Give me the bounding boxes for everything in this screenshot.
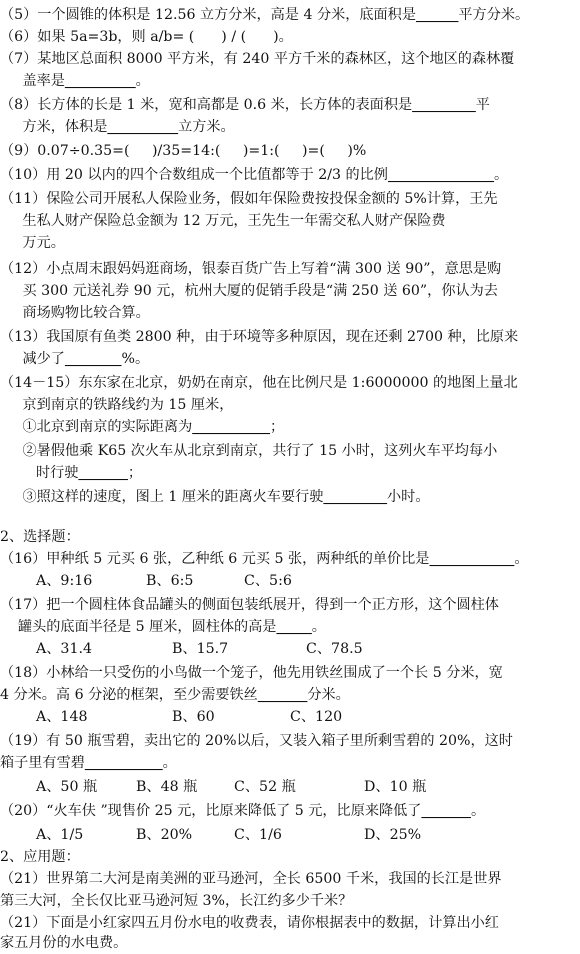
question-14-15-line-2: 京到南京的铁路线约为 15 厘米， bbox=[0, 397, 234, 413]
question-7-line-2: 盖率是__________。 bbox=[0, 73, 150, 89]
answer-blank[interactable]: _______ bbox=[421, 803, 471, 819]
option-d[interactable]: D、10 瓶 bbox=[364, 779, 427, 795]
section-title-choice: 2、选择题： bbox=[0, 529, 80, 545]
option-b[interactable]: B、48 瓶 bbox=[136, 779, 198, 795]
option-d[interactable]: D、25% bbox=[364, 827, 422, 843]
question-19-line-1: （19）有 50 瓶雪碧，卖出它的 20%以后，又装入箱子里所剩雪碧的 20%，这时 bbox=[0, 733, 513, 749]
question-13-line-1: （13）我国原有鱼类 2800 种，由于环境等多种原因，现在还剩 2700 种，比原来 bbox=[0, 329, 519, 345]
question-16: （16）甲种纸 5 元买 6 张，乙种纸 6 元买 5 张，两种纸的单价比是____________。 bbox=[0, 551, 529, 567]
question-10: （10）用 20 以内的四个合数组成一个比值都等于 2/3 的比例_______________。 bbox=[0, 167, 509, 183]
option-b[interactable]: B、15.7 bbox=[172, 641, 229, 657]
answer-blank[interactable]: _______ bbox=[78, 465, 128, 481]
question-12-line-1: （12）小点周末跟妈妈逛商场，银泰百货广告上写着“满 300 送 90”，意思是购 bbox=[0, 261, 502, 277]
option-a[interactable]: A、9:16 bbox=[36, 573, 93, 589]
question-14-15-part-2-line-2: 时行驶_______； bbox=[0, 465, 143, 481]
option-c[interactable]: C、120 bbox=[290, 709, 343, 725]
answer-blank[interactable]: _____ bbox=[276, 619, 312, 635]
question-5: （5）一个圆锥的体积是 12.56 立方分米，高是 4 分米，底面积是______平方分米。 bbox=[0, 7, 530, 23]
question-6: （6）如果 5a=3b，则 a/b= ( ) / ( )。 bbox=[0, 29, 293, 45]
question-7-line-1: （7）某地区总面积 8000 平方米，有 240 平方千米的森林区，这个地区的森林覆 bbox=[0, 51, 515, 67]
option-c[interactable]: C、52 瓶 bbox=[234, 779, 296, 795]
option-b[interactable]: B、6:5 bbox=[146, 573, 194, 589]
option-c[interactable]: C、5:6 bbox=[244, 573, 292, 589]
question-11-line-3: 万元。 bbox=[0, 235, 65, 251]
question-9: （9）0.07÷0.35=( )/35=14:( )=1:( )=( )% bbox=[0, 143, 367, 159]
option-a[interactable]: A、50 瓶 bbox=[36, 779, 98, 795]
answer-blank[interactable]: _______________ bbox=[387, 167, 495, 183]
question-22-line-2: 家五月份的水电费。 bbox=[0, 935, 128, 951]
question-18-line-1: （18）小林给一只受伤的小鸟做一个笼子，他先用铁丝围成了一个长 5 分米，宽 bbox=[0, 665, 503, 681]
question-12-line-3: 商场购物比较合算。 bbox=[0, 305, 150, 321]
answer-blank[interactable]: ___________ bbox=[84, 755, 163, 771]
question-11-line-1: （11）保险公司开展私人保险业务，假如年保险费按投保金额的 5%计算，王先 bbox=[0, 191, 498, 207]
question-20: （20）“火车伕 ”现售价 25 元，比原来降低了 5 元，比原来降低了_______。 bbox=[0, 803, 486, 819]
question-14-15-part-3: ③照这样的速度，图上 1 厘米的距离火车要行驶_________小时。 bbox=[0, 489, 430, 505]
question-14-15-line-1: （14－15）东东家在北京，奶奶在南京，他在比例尺是 1:6000000 的地图上量北 bbox=[0, 375, 518, 391]
option-c[interactable]: C、1/6 bbox=[234, 827, 282, 843]
question-17-line-2: 罐头的底面半径是 5 厘米，圆柱体的高是_____。 bbox=[0, 619, 326, 635]
question-12-line-2: 买 300 元送礼券 90 元，杭州大厦的促销手段是“满 250 送 60”，你认为去 bbox=[0, 283, 498, 299]
option-a[interactable]: A、31.4 bbox=[36, 641, 93, 657]
question-11-line-2: 生私人财产保险总金额为 12 万元，王先生一年需交私人财产保险费 bbox=[0, 213, 446, 229]
question-17-line-1: （17）把一个圆柱体食品罐头的侧面包装纸展开，得到一个正方形，这个圆柱体 bbox=[0, 597, 499, 613]
question-14-15-part-2-line-1: ②暑假他乘 K65 次火车从北京到南京，共行了 15 小时，这列火车平均每小 bbox=[0, 443, 498, 459]
option-c[interactable]: C、78.5 bbox=[306, 641, 363, 657]
question-19-line-2: 箱子里有雪碧___________。 bbox=[0, 755, 177, 771]
answer-blank[interactable]: ___________ bbox=[192, 419, 271, 435]
question-18-line-2: 4 分米。高 6 分泌的框架，至少需要铁丝_______分米。 bbox=[0, 687, 350, 703]
question-21-line-2: 第三大河，全长仅比亚马逊河短 3%，长江约多少千米？ bbox=[0, 893, 353, 909]
option-a[interactable]: A、1/5 bbox=[36, 827, 84, 843]
question-13-line-2: 减少了________%。 bbox=[0, 351, 150, 367]
question-22-line-1: （21）下面是小红家四五月份水电的收费表，请你根据表中的数据，计算出小红 bbox=[0, 915, 499, 931]
answer-blank[interactable]: _______ bbox=[257, 687, 308, 703]
question-21-line-1: （21）世界第二大河是南美洲的亚马逊河，全长 6500 千米，我国的长江是世界 bbox=[0, 871, 502, 887]
answer-blank[interactable]: ________ bbox=[64, 351, 122, 367]
question-14-15-part-1: ①北京到南京的实际距离为___________； bbox=[0, 419, 285, 435]
answer-blank[interactable]: ______ bbox=[415, 7, 459, 23]
section-title-application: 2、应用题： bbox=[0, 849, 80, 865]
option-a[interactable]: A、148 bbox=[36, 709, 88, 725]
question-8-line-1: （8）长方体的长是 1 米，宽和高都是 0.6 米，长方体的表面积是_________平 bbox=[0, 97, 490, 113]
question-8-line-2: 方米，体积是__________立方米。 bbox=[0, 119, 235, 135]
answer-blank[interactable]: __________ bbox=[64, 73, 136, 89]
option-b[interactable]: B、20% bbox=[136, 827, 193, 843]
answer-blank[interactable]: __________ bbox=[107, 119, 179, 135]
answer-blank[interactable]: _________ bbox=[412, 97, 476, 113]
option-b[interactable]: B、60 bbox=[172, 709, 215, 725]
answer-blank[interactable]: ____________ bbox=[429, 551, 515, 567]
answer-blank[interactable]: _________ bbox=[323, 489, 388, 505]
